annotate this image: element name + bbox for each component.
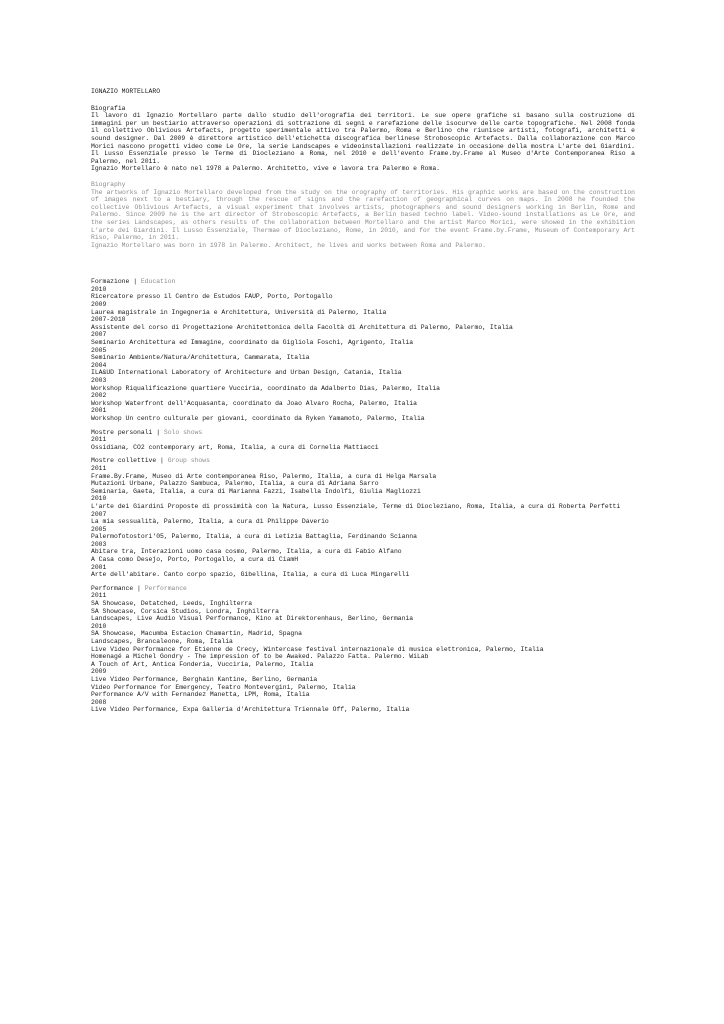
entry-year: 2002	[91, 392, 107, 400]
entry-year: 2007	[91, 510, 107, 518]
biography-english	[91, 181, 635, 249]
section-title: Mostre collettive	[91, 457, 157, 465]
section-separator: |	[133, 584, 145, 592]
entry-text: Seminario Architettura ed Immagine, coordinato da Gigliola Foschi, Agrigento, Italia	[91, 339, 414, 347]
entry-text: Performance A/V with Fernandez Manetta, LPM, Roma, Italia	[91, 691, 310, 699]
entry-text: Seminario Ambiente/Natura/Architettura, Cammarata, Italia	[91, 354, 310, 362]
entry-text: Landscapes, Brancaleone, Roma, Italia	[91, 638, 233, 645]
cv-section	[91, 457, 635, 579]
entry-text: Ossidiana, CO2 contemporary art, Roma, Italia, a cura di Cornelia Mattiacci	[91, 443, 379, 451]
entry-text: Assistente del corso di Progettazione Architettonica della Facoltà di Architettura di Palermo, Palermo, Italia	[91, 323, 513, 331]
entry-text: Video Performance for Emergency, Teatro Montevergini, Palermo, Italia	[91, 683, 356, 691]
entry-year: 2011	[91, 436, 107, 444]
entry-year: 2005	[91, 346, 107, 354]
entry-text: L'arte dei Giardini Proposte di prossimità con la Natura, Lusso Essenziale, Terme di Diocleziano, Roma, Italia, a cura di Roberta Perfetti	[91, 502, 621, 510]
entry-text: SA Showcase, Detatched, Leeds, Inghilterra	[91, 600, 253, 608]
entry-text: Live Video Performance, Berghain Kantine, Berlino, Germania	[91, 675, 318, 683]
entry-text: Abitare tra, Interazioni uomo casa cosmo, Palermo, Italia, a cura di Fabio Alfano	[91, 548, 402, 556]
biography-en-born: Ignazio Mortellaro was born in 1978 in Palermo. Architect, he lives and works between Roma and Palermo.	[91, 241, 487, 249]
biography-en-heading: Biography	[91, 180, 126, 188]
entry-text: Workshop Waterfront dell'Acquasanta, coordinato da Joao Alvaro Rocha, Palermo, Italia	[91, 399, 417, 407]
entry-year: 2011	[91, 592, 107, 600]
cv-section	[91, 278, 635, 422]
entry-year: 2001	[91, 563, 107, 571]
entry-year: 2009	[91, 668, 107, 676]
biography-born: Ignazio Mortellaro è nato nel 1978 a Palermo. Architetto, vive e lavora tra Palermo e Roma.	[91, 165, 440, 173]
entry-text: Arte dell'abitare. Canto corpo spazio, Gibellina, Italia, a cura di Luca Mingarelli	[91, 571, 410, 579]
entry-year: 2010	[91, 495, 107, 503]
entry-year: 2007	[91, 331, 107, 339]
entry-year: 2011	[91, 464, 107, 472]
section-separator: |	[129, 278, 141, 286]
biography-heading: Biografia	[91, 104, 126, 112]
entry-text: La mia sessualità, Palermo, Italia, a cura di Philippe Daverio	[91, 518, 329, 526]
section-separator: |	[152, 428, 164, 436]
entry-text: Landscapes, Live Audio Visual Performance, Kino at Direktorenhaus, Berlino, Germania	[91, 615, 414, 623]
entry-text: Mutazioni Urbane, Palazzo Sambuca, Palermo, Italia, a cura di Adriana Sarro	[91, 480, 379, 488]
biography-text: Il lavoro di Ignazio Mortellaro parte dallo studio dell'orografia dei territori. Le sue opere grafiche si basano sulla costruzione di immagini per un bestiario attraverso operazioni di sottrazione di segni e rarefazione delle isocurve delle carte topografiche. Nel 2008 fonda il collettivo Oblivious Artefacts, progetto sperimentale attivo tra Palermo, Roma e Berlino che riunisce artisti, fotografi, architetti e sound designer. Dal 2009 è direttore artistico dell'etichetta discografica berlinese Stroboscopic Artefacts. Dalla collaborazione con Marco Morici nascono progetti video come Le Ore, la serie Landscapes e videoinstallazioni realizzate in occasione della mostra L'arte dei Giardini. Il Lusso Essenziale presso le Terme di Diocleziano a Roma, nel 2010 e dell'evento Frame.by.Frame al Museo d'Arte Contemporanea Riso a Palermo, nel 2011.	[91, 112, 635, 165]
entry-year: 2010	[91, 622, 107, 630]
entry-text: Ricercatore presso il Centro de Estudos FAUP, Porto, Portogallo	[91, 293, 333, 301]
entry-text: SA Showcase, Macumba Estacion Chamartin, Madrid, Spagna	[91, 630, 302, 638]
section-title: Formazione	[91, 278, 130, 286]
section-title: Performance	[91, 584, 134, 592]
section-title: Mostre personali	[91, 428, 153, 436]
biography-en-text: The artworks of Ignazio Mortellaro developed from the study on the orography of territories. His graphic works are based on the construction of images next to a bestiary, through the rescue of signs and the rarefaction of geographical curves on maps. In 2008 he founded the collective Oblivious Artefacts, a visual experiment that involves artists, photographers and sound designers working in Berlin, Rome and Palermo. Since 2009 he is the art director of Stroboscopic Artefacts, a Berlin based techno label. Video-sound installations as Le Ore, and the series Landscapes, as others results of the collaboration between Mortellaro and the artist Marco Morici, were showed in the exhibition L'arte dei Giardini. Il Lusso Essenziale, Thermae of Diocleziano, Rome, in 2010, and for the event Frame.by.Frame, Museum of Contemporary Art Riso, Palermo, in 2011.	[91, 188, 635, 242]
cv-document	[91, 88, 635, 720]
entry-text: Laurea magistrale in Ingegneria e Architettura, Università di Palermo, Italia	[91, 308, 387, 316]
cv-section	[91, 429, 635, 452]
section-title-english: Performance	[144, 584, 187, 592]
author-name: IGNAZIO MORTELLARO	[91, 88, 161, 95]
entry-text: SA Showcase, Corsica Studios, Londra, Inghilterra	[91, 607, 279, 615]
entry-year: 2003	[91, 377, 107, 384]
entry-text: Workshop Un centro culturale per giovani, coordinato da Ryken Yamamoto, Palermo, Italia	[91, 414, 425, 422]
entry-year: 2007-2010	[91, 316, 126, 324]
entry-text: Live Video Performance, Expa Galleria d'Architettura Triennale Off, Palermo, Italia	[91, 706, 410, 714]
entry-year: 2009	[91, 301, 107, 309]
cv-section	[91, 585, 635, 714]
section-title-english: Solo shows	[163, 428, 203, 436]
biography-italian	[91, 105, 635, 173]
cv-sections	[91, 278, 635, 714]
section-heading	[91, 278, 635, 286]
section-heading	[91, 457, 635, 465]
section-title-english: Group shows	[167, 457, 210, 465]
entry-text: A Touch of Art, Antica Fonderia, Vucciria, Palermo, Italia	[91, 660, 314, 668]
entry-text: A Casa como Desejo, Porto, Portogallo, a cura di CiamH	[91, 556, 299, 564]
entry-year: 2004	[91, 361, 107, 369]
section-heading	[91, 429, 635, 437]
entry-text: Homenagé a Michel Gondry - The impression of to be Awaked. Palazzo Fatta. Palermo. WiLab	[91, 653, 429, 661]
section-title-english: Education	[140, 278, 176, 286]
entry-year: 2001	[91, 407, 107, 415]
entry-text: Frame.By.Frame, Museo di Arte contemporanea Riso, Palermo, Italia, a cura di Helga Marsala	[91, 472, 437, 480]
entry-year: 2010	[91, 285, 107, 293]
entry-year: 2008	[91, 698, 107, 706]
section-heading	[91, 585, 635, 593]
entry-text: Live Video Performance for Etienne de Crecy, Wintercase festival internazionale di musica elettronica, Palermo, Italia	[91, 645, 544, 653]
entry-text: Palermofotostori'05, Palermo, Italia, a cura di Letizia Battaglia, Ferdinando Scianna	[91, 533, 417, 541]
section-separator: |	[156, 457, 168, 465]
entry-year: 2003	[91, 540, 107, 548]
entry-text: Workshop Riqualificazione quartiere Vucciria, coordinato da Adalberto Dias, Palermo, Italia	[91, 384, 440, 392]
entry-text: ILA&UD International Laboratory of Architecture and Urban Design, Catania, Italia	[91, 369, 402, 377]
entry-text: Seminaria, Gaeta, Italia, a cura di Marianna Fazzi, Isabella Indolfi, Giulia Magliozzi	[91, 487, 421, 495]
entry-year: 2005	[91, 525, 107, 533]
